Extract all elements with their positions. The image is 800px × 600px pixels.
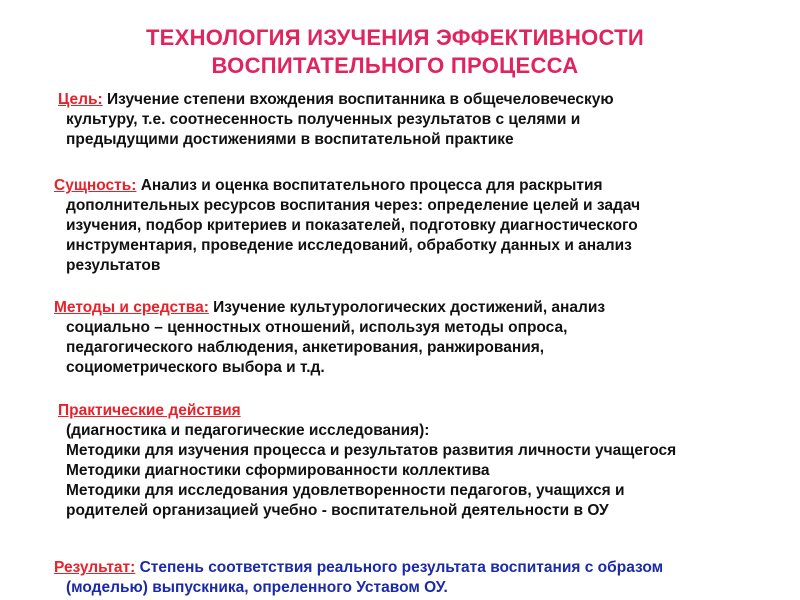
essence-text-1: Анализ и оценка воспитательного процесса для раскрытия (136, 177, 603, 194)
practice-text-1: (диагностика и педагогические исследования): (66, 422, 430, 439)
essence-text-3: изучения, подбор критериев и показателей, подготовку диагностического (66, 217, 638, 234)
result-section (54, 558, 663, 598)
methods-text-4: социометрического выбора и т.д. (66, 359, 325, 376)
result-text-1: Степень соответствия реального результата воспитания с образом (135, 559, 664, 576)
practice-label: Практические действия (58, 402, 241, 419)
practice-text-4: Методики для исследования удовлетворенности педагогов, учащихся и (66, 482, 625, 499)
result-label: Результат: (54, 559, 136, 576)
practice-label-line (58, 401, 676, 421)
essence-text-2: дополнительных ресурсов воспитания через: определение целей и задач (66, 197, 641, 214)
methods-text-2: социально – ценностных отношений, используя методы опроса, (66, 319, 568, 336)
practice-text-3: Методики диагностики сформированности коллектива (66, 462, 490, 479)
goal-label: Цель: (58, 91, 103, 108)
title-line-2: ВОСПИТАТЕЛЬНОГО ПРОЦЕССА (211, 53, 579, 78)
result-text-2: (моделью) выпускника, опреленного Уставом ОУ. (66, 579, 448, 596)
practice-text-2: Методики для изучения процесса и результатов развития личности учащегося (66, 442, 677, 459)
essence-section (54, 176, 640, 276)
essence-line-1 (54, 176, 640, 196)
methods-label: Методы и средства: (54, 299, 209, 316)
goal-text-2: культуру, т.е. соотнесенность полученных результатов с целями и (66, 111, 581, 128)
goal-text-3: предыдущими достижениями в воспитательной практике (66, 131, 514, 148)
result-line-1 (54, 558, 663, 578)
methods-text-3: педагогического наблюдения, анкетирования, ранжирования, (66, 339, 545, 356)
methods-text-1: Изучение культурологических достижений, анализ (208, 299, 606, 316)
page-title (0, 24, 790, 80)
practice-text-5: родителей организацией учебно - воспитательной деятельности в ОУ (66, 502, 609, 519)
goal-section (58, 90, 614, 150)
title-line-1: ТЕХНОЛОГИЯ ИЗУЧЕНИЯ ЭФФЕКТИВНОСТИ (145, 25, 645, 50)
practice-section (54, 401, 676, 521)
methods-line-1 (54, 298, 605, 318)
methods-section (54, 298, 605, 378)
essence-label: Сущность: (54, 177, 137, 194)
goal-line-1 (58, 90, 614, 110)
essence-text-4: инструментария, проведение исследований, обработку данных и анализ (66, 237, 632, 254)
goal-text-1: Изучение степени вхождения воспитанника в общечеловеческую (102, 91, 614, 108)
essence-text-5: результатов (66, 257, 161, 274)
